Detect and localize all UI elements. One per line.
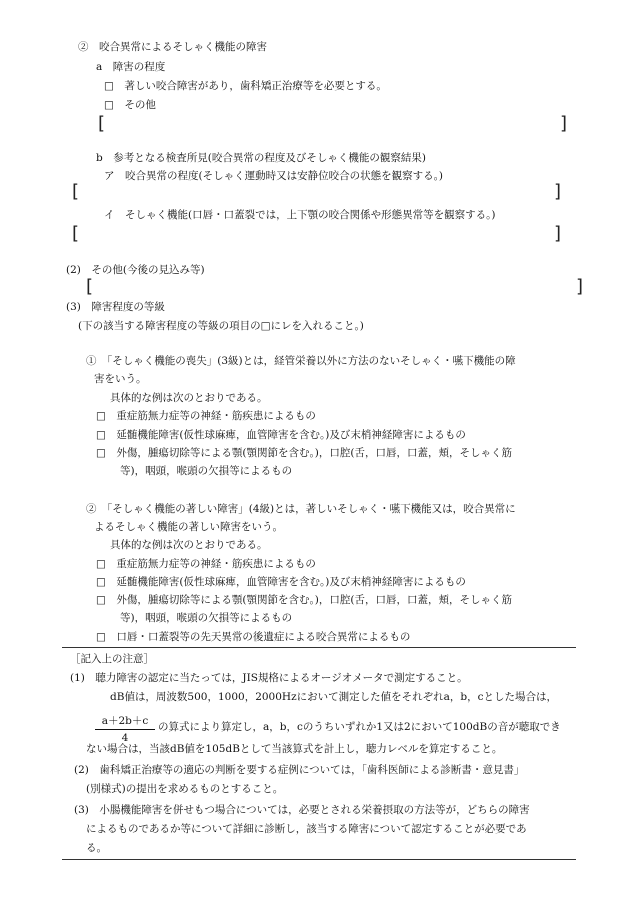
other-prognosis-label: (2) その他(今後の見込み等) — [66, 264, 205, 276]
divider-bottom — [62, 859, 576, 860]
note1: (1) 聴力障害の認定に当たっては，JIS規格によるオージオメータで測定すること。 — [70, 672, 468, 684]
note2-cont: (別様式)の提出を求めるものとすること。 — [86, 783, 284, 795]
grade1-definition: ① 「そしゃく機能の喪失」(3級)とは，経管栄養以外に方法のないそしゃく・嚥下機能の障 — [86, 355, 516, 367]
degree-option-severe[interactable]: □ 著しい咬合障害があり，歯科矯正治療等を必要とする。 — [104, 80, 387, 92]
findings-label: b 参考となる検査所見(咬合異常の程度及びそしゃく機能の観察結果) — [96, 152, 426, 164]
bracket-left: [ — [86, 276, 94, 297]
note2: (2) 歯科矯正治療等の適応の判断を要する症例については，「歯科医師による診断書・意見書」 — [74, 764, 525, 776]
note1-cont: dB値は，周波数500，1000，2000Hzにおいて測定した値をそれぞれa，b，cとした場合は， — [110, 691, 557, 703]
grade2-item-neuromuscular[interactable]: □ 重症筋無力症等の神経・筋疾患によるもの — [96, 558, 316, 570]
note3-cont: によるものであるか等について詳細に診断し，該当する障害について認定することが必要であ — [86, 823, 527, 835]
grade2-item-medulla[interactable]: □ 延髄機能障害(仮性球麻痺，血管障害を含む。)及び末梢神経障害によるもの — [96, 576, 466, 588]
bracket-right: ] — [560, 113, 568, 134]
grade1-item-trauma[interactable]: □ 外傷，腫瘍切除等による顎(顎関節を含む。)，口腔(舌，口唇，口蓋，頬，そしゃく筋 — [96, 447, 512, 459]
note3-cont2: る。 — [86, 842, 107, 854]
grade2-item-trauma-cont: 等)，咽頭，喉頭の欠損等によるもの — [120, 612, 293, 624]
formula-fraction — [95, 714, 155, 745]
note3: (3) 小腸機能障害を併せもつ場合については，必要とされる栄養摂取の方法等が，どちらの障害 — [74, 804, 530, 816]
grade1-item-trauma-cont: 等)，咽頭，喉頭の欠損等によるもの — [120, 465, 293, 477]
note1-formula-text: の算式により算定し，a，b，cのうちいずれか1又は2において100dBの音が聴取でき — [158, 721, 561, 733]
formula-numerator: a＋2b＋c — [95, 714, 155, 730]
grade2-intro: 具体的な例は次のとおりである。 — [110, 539, 268, 551]
grade1-item-neuromuscular[interactable]: □ 重症筋無力症等の神経・筋疾患によるもの — [96, 410, 316, 422]
bracket-left: [ — [72, 181, 80, 202]
grade-label: (3) 障害程度の等級 — [66, 301, 165, 313]
formula-denominator: 4 — [121, 732, 129, 744]
degree-label: a 障害の程度 — [96, 61, 166, 73]
notes-title: ［記入上の注意］ — [70, 653, 154, 665]
bracket-right: ] — [554, 223, 562, 244]
findings-mastication-label: イ そしゃく機能(口唇・口蓋裂では，上下顎の咬合関係や形態異常等を観察する。) — [104, 209, 496, 221]
grade1-intro: 具体的な例は次のとおりである。 — [110, 392, 268, 404]
grade1-item-medulla[interactable]: □ 延髄機能障害(仮性球麻痺，血管障害を含む。)及び末梢神経障害によるもの — [96, 429, 466, 441]
grade2-definition-cont: よるそしゃく機能の著しい障害をいう。 — [94, 521, 283, 533]
grade2-item-trauma[interactable]: □ 外傷，腫瘍切除等による顎(顎関節を含む。)，口腔(舌，口唇，口蓋，頬，そしゃく筋 — [96, 594, 512, 606]
grade-note: (下の該当する障害程度の等級の項目の□にレを入れること。) — [78, 320, 364, 332]
divider — [62, 647, 576, 648]
degree-option-other[interactable]: □ その他 — [104, 99, 156, 111]
bracket-right: ] — [576, 276, 584, 297]
grade2-item-cleft[interactable]: □ 口唇・口蓋裂等の先天異常の後遺症による咬合異常によるもの — [96, 631, 411, 643]
bracket-right: ] — [554, 181, 562, 202]
note1-cont2: ない場合は，当該dB値を105dBとして当該算式を計上し，聴力レベルを算定すること。 — [86, 743, 503, 755]
grade1-definition-cont: 害をいう。 — [94, 373, 147, 385]
findings-occlusion-label: ア 咬合異常の程度(そしゃく運動時又は安静位咬合の状態を観察する。) — [104, 170, 443, 182]
grade2-definition: ② 「そしゃく機能の著しい障害」(4級)とは，著しいそしゃく・嚥下機能又は，咬合異常に — [86, 503, 516, 515]
bracket-left: [ — [98, 113, 106, 134]
bracket-left: [ — [72, 223, 80, 244]
section-heading-occlusion: ② 咬合異常によるそしゃく機能の障害 — [78, 41, 267, 53]
